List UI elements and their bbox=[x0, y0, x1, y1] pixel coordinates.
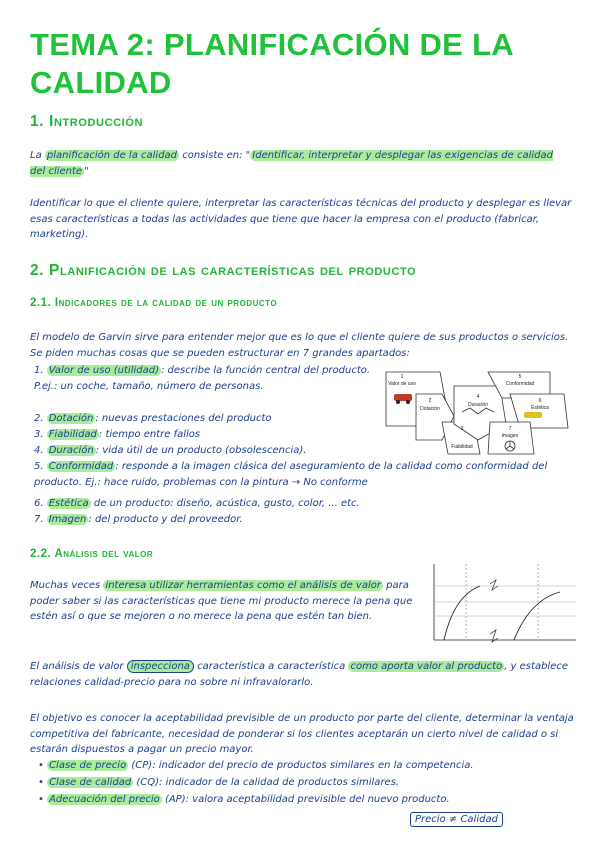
garvin-item-4: 4. Duración : vida útil de un producto (obsolescencia). bbox=[34, 445, 307, 456]
page-title: TEMA 2: PLANIFICACIÓN DE LA CALIDAD bbox=[30, 27, 513, 100]
subsection-2-1-heading: 2.1. Indicadores de la calidad de un producto bbox=[30, 297, 278, 309]
diagram-label-4: Duración bbox=[467, 402, 489, 408]
diagram-number-2: 2 bbox=[428, 398, 432, 404]
diagram-number-7: 7 bbox=[508, 426, 512, 432]
garvin-model-diagram bbox=[382, 364, 572, 456]
value-analysis-paragraph-2: El análisis de valor inspecciona característica a característica como aporta valor al producto , y establece relaciones calidad-precio para no sobre ni infravalorarlo. bbox=[30, 661, 568, 688]
diagram-label-6: Estética bbox=[531, 405, 549, 411]
section-2-heading: 2. Planificación de las características del producto bbox=[30, 262, 417, 279]
diagram-number-6: 6 bbox=[538, 398, 542, 404]
subsection-2-2-heading: 2.2. Análisis del valor bbox=[30, 548, 154, 560]
wheel-icon bbox=[396, 400, 400, 404]
garvin-item-1: 1. Valor de uso (utilidad) : describe la función central del producto. P.ej.: un coche, tamaño, número de personas. bbox=[34, 365, 371, 392]
garvin-item-7: 7. Imagen : del producto y del proveedor. bbox=[34, 514, 243, 525]
section-1-heading: 1. Introducción bbox=[30, 113, 144, 130]
garvin-item-2: 2. Dotación : nuevas prestaciones del producto bbox=[34, 413, 272, 424]
precio-calidad-note: Precio ≠ Calidad bbox=[410, 812, 503, 827]
garvin-intro: El modelo de Garvin sirve para entender mejor que es lo que el cliente quiere de sus productos o servicios. Se piden muchas cosas que se pueden estructurar en 7 grandes apartados: bbox=[30, 332, 569, 359]
value-analysis-chart bbox=[420, 556, 580, 652]
highlight-inspecciona: inspecciona bbox=[127, 660, 194, 673]
intro-paragraph-2: Identificar lo que el cliente quiere, interpretar las características técnicas del producto y desplegar es llevar esas características a todas las actividades que tiene que hacer la empresa con el producto (fabricar, marketing). bbox=[30, 198, 572, 240]
garvin-item-5: 5. Conformidad : responde a la imagen clásica del aseguramiento de la calidad como conformidad del producto. Ej.: hace ruido, problemas con la pintura → No conforme bbox=[34, 461, 548, 488]
diagram-number-4: 4 bbox=[476, 394, 480, 400]
bullet-clase-precio: • Clase de precio (CP): indicador del precio de productos similares en la competencia. bbox=[38, 760, 474, 771]
bullet-adecuacion-precio: • Adecuación del precio (AP): valora aceptabilidad previsible del nuevo producto. bbox=[38, 794, 450, 805]
diagram-label-3: Fiabilidad bbox=[451, 444, 473, 450]
break-mark bbox=[490, 580, 498, 590]
value-analysis-paragraph-3: El objetivo es conocer la aceptabilidad previsible de un producto por parte del cliente, determinar la ventaja competitiva del fabricante, necesidad de ponderar si los clientes aceptarán un cierto nivel de calidad o si estarán dispuestos a pagar un precio mayor. bbox=[30, 713, 574, 755]
highlight-planificacion: planificación de la calidad bbox=[46, 150, 178, 161]
diagram-number-5: 5 bbox=[518, 374, 522, 380]
diagram-number-3: 3 bbox=[460, 426, 464, 432]
curve-left bbox=[444, 586, 480, 640]
diagram-label-5: Conformidad bbox=[505, 381, 535, 387]
diagram-number-1: 1 bbox=[400, 374, 404, 380]
wheel-icon bbox=[406, 400, 410, 404]
highlight-aporta-valor: como aporta valor al producto bbox=[350, 661, 503, 672]
highlight-analisis-valor: interesa utilizar herramientas como el análisis de valor bbox=[105, 580, 381, 591]
diagram-label-1: Valor de uso bbox=[388, 381, 416, 387]
diagram-label-2: Dotación bbox=[420, 406, 440, 412]
garvin-item-6: 6. Estética de un producto: diseño, acústica, gusto, color, ... etc. bbox=[34, 498, 360, 509]
yellow-car-icon bbox=[524, 412, 542, 418]
diagram-label-7: Imagen bbox=[501, 433, 519, 439]
intro-paragraph-1: La planificación de la calidad consiste en: " Identificar, interpretar y desplegar las exigencias de calidad del cliente " bbox=[30, 150, 553, 177]
value-analysis-paragraph-1: Muchas veces interesa utilizar herramientas como el análisis de valor para poder saber si las características que tiene mi producto merece la pena que estén así o que se mejoren o no merece la pena que estén tan bien. bbox=[30, 580, 413, 622]
garvin-item-3: 3. Fiabilidad : tiempo entre fallos bbox=[34, 429, 201, 440]
car-icon bbox=[394, 394, 412, 401]
highlight-definition: Identificar, interpretar y desplegar las exigencias de calidad del cliente bbox=[30, 150, 553, 177]
bullet-clase-calidad: • Clase de calidad (CQ): indicador de la calidad de productos similares. bbox=[38, 777, 400, 788]
